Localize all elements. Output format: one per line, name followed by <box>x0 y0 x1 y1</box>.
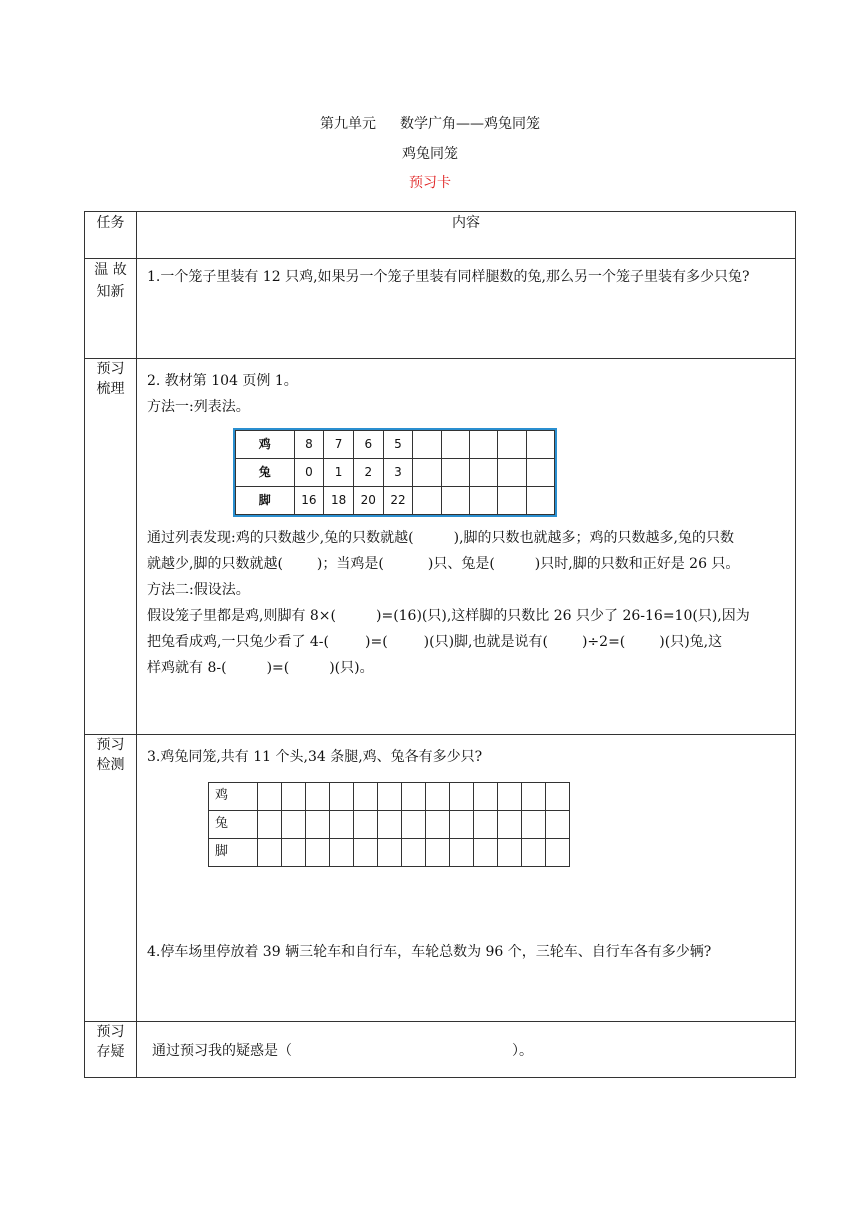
question-2: 2. 教材第 104 页例 1。 <box>147 373 298 389</box>
card-title: 预习卡 <box>409 175 451 191</box>
content-header: 内容 <box>137 212 796 259</box>
rabbit-row: 兔 0 1 2 3 <box>236 459 555 487</box>
unit-title <box>0 113 860 133</box>
grid-row-rabbit: 兔 <box>209 811 570 839</box>
unit-label: 第九单元 <box>320 116 376 132</box>
question-1: 1.一个笼子里装有 12 只鸡,如果另一个笼子里装有同样腿数的兔,那么另一个笼子里装有多少只兔? <box>147 269 750 285</box>
method-2: 方法二:假设法。 <box>147 582 250 598</box>
preview-card-table <box>84 211 796 1078</box>
grid-row-feet: 脚 <box>209 839 570 867</box>
review-label: 温 故 知新 <box>94 262 127 300</box>
lesson-title: 鸡兔同笼 <box>402 146 458 162</box>
method-1: 方法一:列表法。 <box>147 399 250 415</box>
assumption-paragraph: 假设笼子里都是鸡,则脚有 8×( )=(16)(只),这样脚的只数比 26 只少了 26-16=10(只),因为 把兔看成鸡,一只兔少看了 4-( )=( )(只)脚,也就是说有( )÷2=( )(只)兔,这 样鸡就有 8-( )=( )(只)。 <box>147 608 750 676</box>
chicken-row: 鸡 8 7 6 5 <box>236 431 555 459</box>
doubt-prompt: 通过预习我的疑惑是（ <box>152 1042 292 1059</box>
grid-row-chicken: 鸡 <box>209 783 570 811</box>
doubt-label: 预习 存疑 <box>96 1024 125 1060</box>
doubt-row <box>85 1022 796 1078</box>
review-row <box>85 259 796 359</box>
answer-grid <box>208 782 570 867</box>
textbook-table <box>233 428 557 517</box>
header-row <box>85 212 796 259</box>
doubt-close: ）。 <box>512 1042 533 1059</box>
task-header: 任务 <box>85 212 137 259</box>
finding-paragraph: 通过列表发现:鸡的只数越少,兔的只数就越( ),脚的只数也就越多；鸡的只数越多,兔的只数 就越少,脚的只数就越( )；当鸡是( )只、兔是( )只时,脚的只数和正好是 26 只。 <box>147 530 740 572</box>
comb-label: 预习 梳理 <box>96 361 125 397</box>
chapter-label: 数学广角——鸡兔同笼 <box>400 116 540 132</box>
question-4: 4.停车场里停放着 39 辆三轮车和自行车，车轮总数为 96 个，三轮车、自行车各有多少辆? <box>147 944 712 960</box>
feet-row: 脚 16 18 20 22 <box>236 487 555 515</box>
test-row <box>85 735 796 1022</box>
comb-row <box>85 359 796 735</box>
test-label: 预习 检测 <box>96 737 125 773</box>
question-3: 3.鸡兔同笼,共有 11 个头,34 条腿,鸡、兔各有多少只? <box>147 749 483 765</box>
